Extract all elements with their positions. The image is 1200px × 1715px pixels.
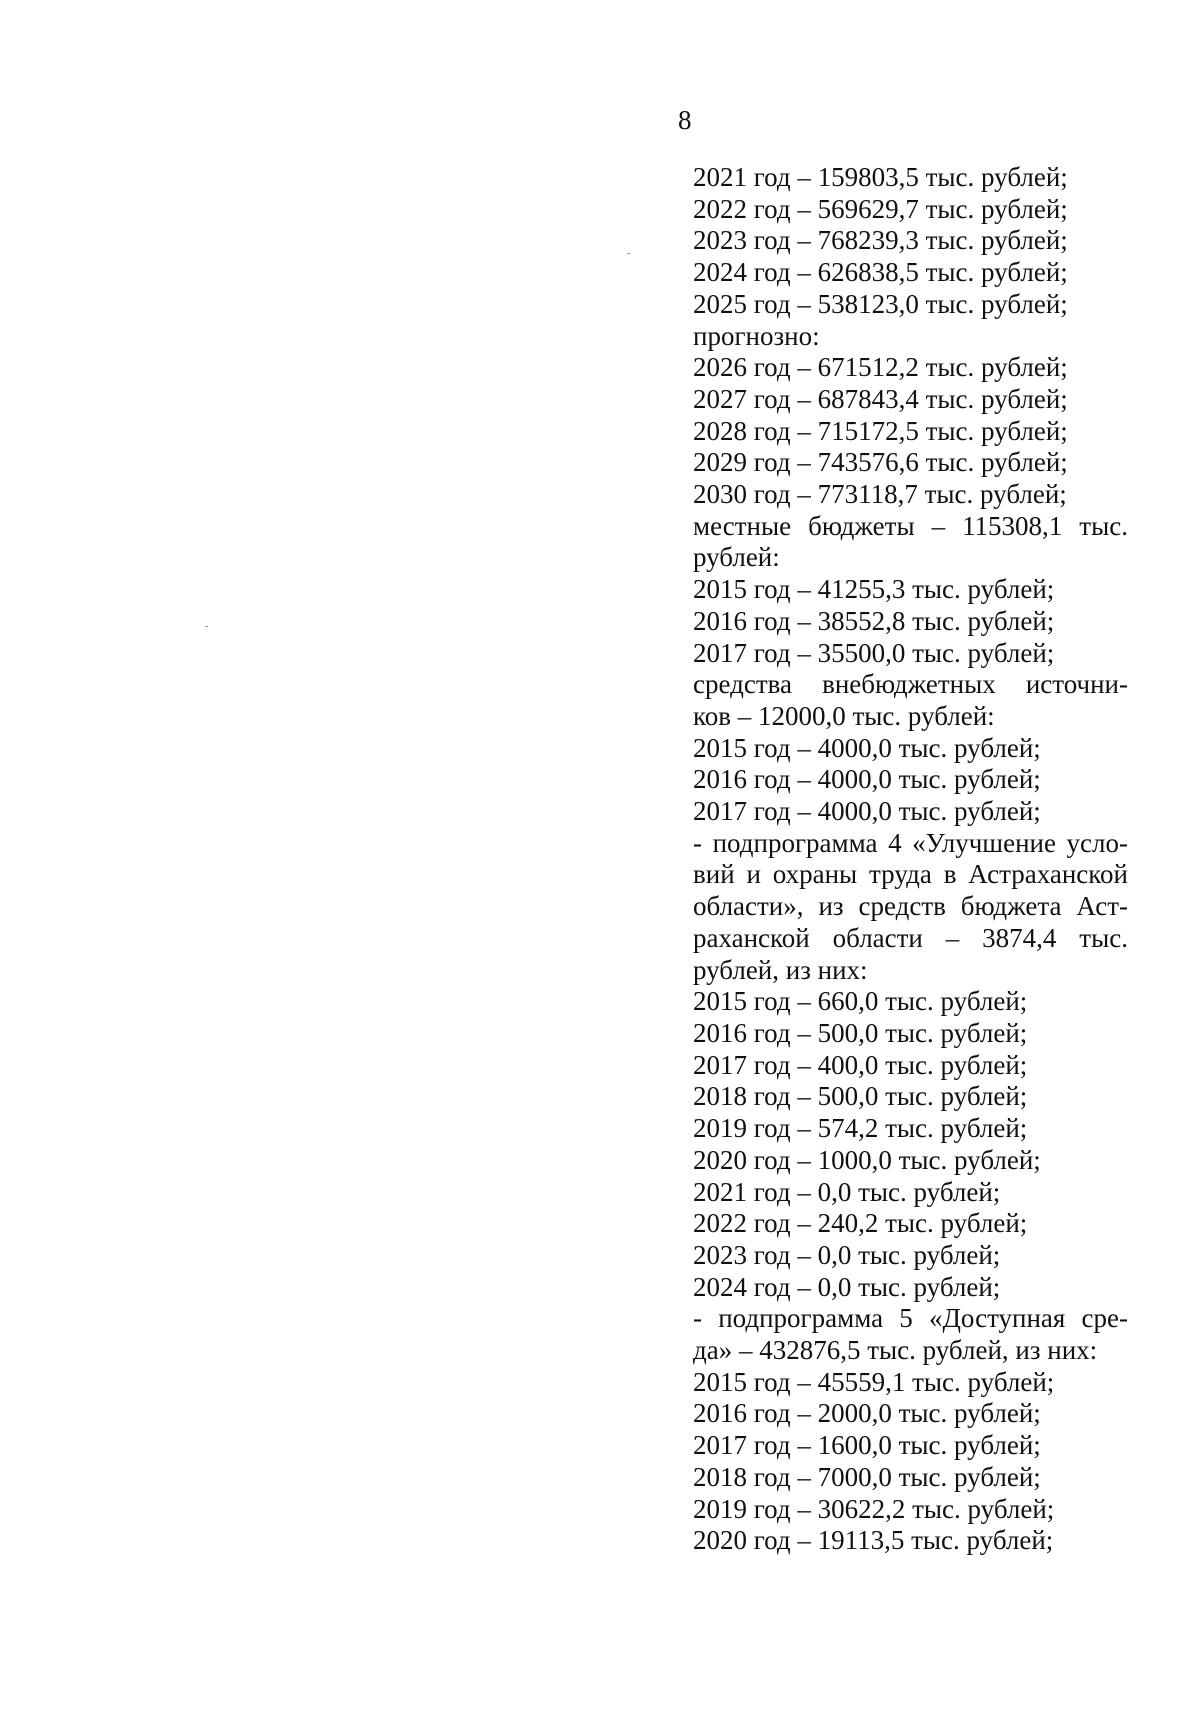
subprogram-5-line-1 [693, 1303, 1128, 1335]
text-line: 2015 год – 4000,0 тыс. рублей; [693, 732, 1041, 763]
subprogram-4-line-3 [693, 891, 1128, 923]
word: и [746, 859, 761, 890]
text-line: 2017 год – 35500,0 тыс. рублей; [693, 637, 1055, 668]
text-line: прогнозно: [693, 320, 820, 351]
word: из [818, 891, 844, 922]
text-line: 2022 год – 240,2 тыс. рублей; [693, 1208, 1028, 1239]
word: местные [693, 510, 792, 541]
text-line: 2024 год – 626838,5 тыс. рублей; [693, 257, 1068, 288]
word: 4 [888, 827, 902, 858]
word: вий [693, 859, 735, 890]
scan-speck [205, 626, 208, 627]
word: области», [693, 891, 804, 922]
scan-speck [627, 253, 630, 254]
text-line: 2017 год – 1600,0 тыс. рублей; [693, 1430, 1041, 1461]
word: усло- [1066, 827, 1128, 858]
word: средства [693, 669, 793, 700]
text-line: 2015 год – 45559,1 тыс. рублей; [693, 1366, 1055, 1397]
page-number: 8 [678, 105, 692, 135]
word: бюджеты [808, 510, 915, 541]
text-line: 2017 год – 4000,0 тыс. рублей; [693, 796, 1041, 827]
word: области [832, 922, 923, 953]
text-line: рублей, из них: [693, 954, 868, 985]
text-line: 2015 год – 660,0 тыс. рублей; [693, 986, 1028, 1017]
word: охраны [772, 859, 858, 890]
word: в [943, 859, 957, 890]
word: - [693, 827, 702, 858]
word: 5 [899, 1303, 913, 1334]
word: подпрограмма [718, 1303, 884, 1334]
text-line: 2017 год – 400,0 тыс. рублей; [693, 1049, 1028, 1080]
word: бюджета [960, 891, 1062, 922]
text-line: 2025 год – 538123,0 тыс. рублей; [693, 288, 1068, 319]
text-line: 2028 год – 715172,5 тыс. рублей; [693, 415, 1068, 446]
subprogram-4-line-1 [693, 828, 1128, 860]
extrabudgetary-line [693, 669, 1128, 701]
word: – [945, 922, 960, 953]
subprogram-4-line-4 [693, 923, 1128, 955]
word: труда [869, 859, 932, 890]
word: внебюджетных [822, 669, 996, 700]
text-line: 2021 год – 0,0 тыс. рублей; [693, 1176, 1001, 1207]
text-line: 2023 год – 0,0 тыс. рублей; [693, 1239, 1001, 1270]
text-line: 2018 год – 7000,0 тыс. рублей; [693, 1461, 1041, 1492]
text-line: 2023 год – 768239,3 тыс. рублей; [693, 225, 1068, 256]
word: - [693, 1303, 702, 1334]
text-line: 2021 год – 159803,5 тыс. рублей; [693, 162, 1068, 192]
word: средств [858, 891, 946, 922]
text-line: 2016 год – 500,0 тыс. рублей; [693, 1017, 1028, 1048]
word: – [931, 510, 946, 541]
word: раханской [693, 922, 810, 953]
budget-text-column [693, 162, 1128, 1557]
text-line: 2016 год – 38552,8 тыс. рублей; [693, 605, 1055, 636]
local-budgets-line [693, 511, 1128, 543]
word: источни- [1025, 669, 1128, 700]
word: «Доступная [929, 1303, 1066, 1334]
text-line: 2029 год – 743576,6 тыс. рублей; [693, 447, 1068, 478]
text-line: 2030 год – 773118,7 тыс. рублей; [693, 479, 1067, 510]
text-line: 2019 год – 574,2 тыс. рублей; [693, 1113, 1028, 1144]
word: 3874,4 [982, 922, 1057, 953]
text-line: 2020 год – 1000,0 тыс. рублей; [693, 1144, 1041, 1175]
text-line: да» – 432876,5 тыс. рублей, из них: [693, 1335, 1098, 1366]
word: Астраханской [968, 859, 1128, 890]
word: подпрограмма [712, 827, 878, 858]
text-line: 2016 год – 2000,0 тыс. рублей; [693, 1398, 1041, 1429]
text-line: 2024 год – 0,0 тыс. рублей; [693, 1271, 1001, 1302]
word: «Улучшение [912, 827, 1056, 858]
text-line: 2027 год – 687843,4 тыс. рублей; [693, 383, 1068, 414]
text-line: 2018 год – 500,0 тыс. рублей; [693, 1081, 1028, 1112]
text-line: 2016 год – 4000,0 тыс. рублей; [693, 764, 1041, 795]
text-line: ков – 12000,0 тыс. рублей: [693, 700, 995, 731]
text-line: 2020 год – 19113,5 тыс. рублей; [693, 1525, 1054, 1556]
text-line: 2019 год – 30622,2 тыс. рублей; [693, 1493, 1055, 1524]
text-line: 2022 год – 569629,7 тыс. рублей; [693, 193, 1068, 224]
text-line: 2026 год – 671512,2 тыс. рублей; [693, 352, 1068, 383]
subprogram-4-line-2 [693, 859, 1128, 891]
text-line: 2015 год – 41255,3 тыс. рублей; [693, 574, 1055, 605]
text-line: рублей: [693, 542, 780, 573]
word: 115308,1 [962, 510, 1063, 541]
word: тыс. [1079, 922, 1128, 953]
word: сре- [1081, 1303, 1128, 1334]
word: Аст- [1076, 891, 1128, 922]
word: тыс. [1079, 510, 1128, 541]
